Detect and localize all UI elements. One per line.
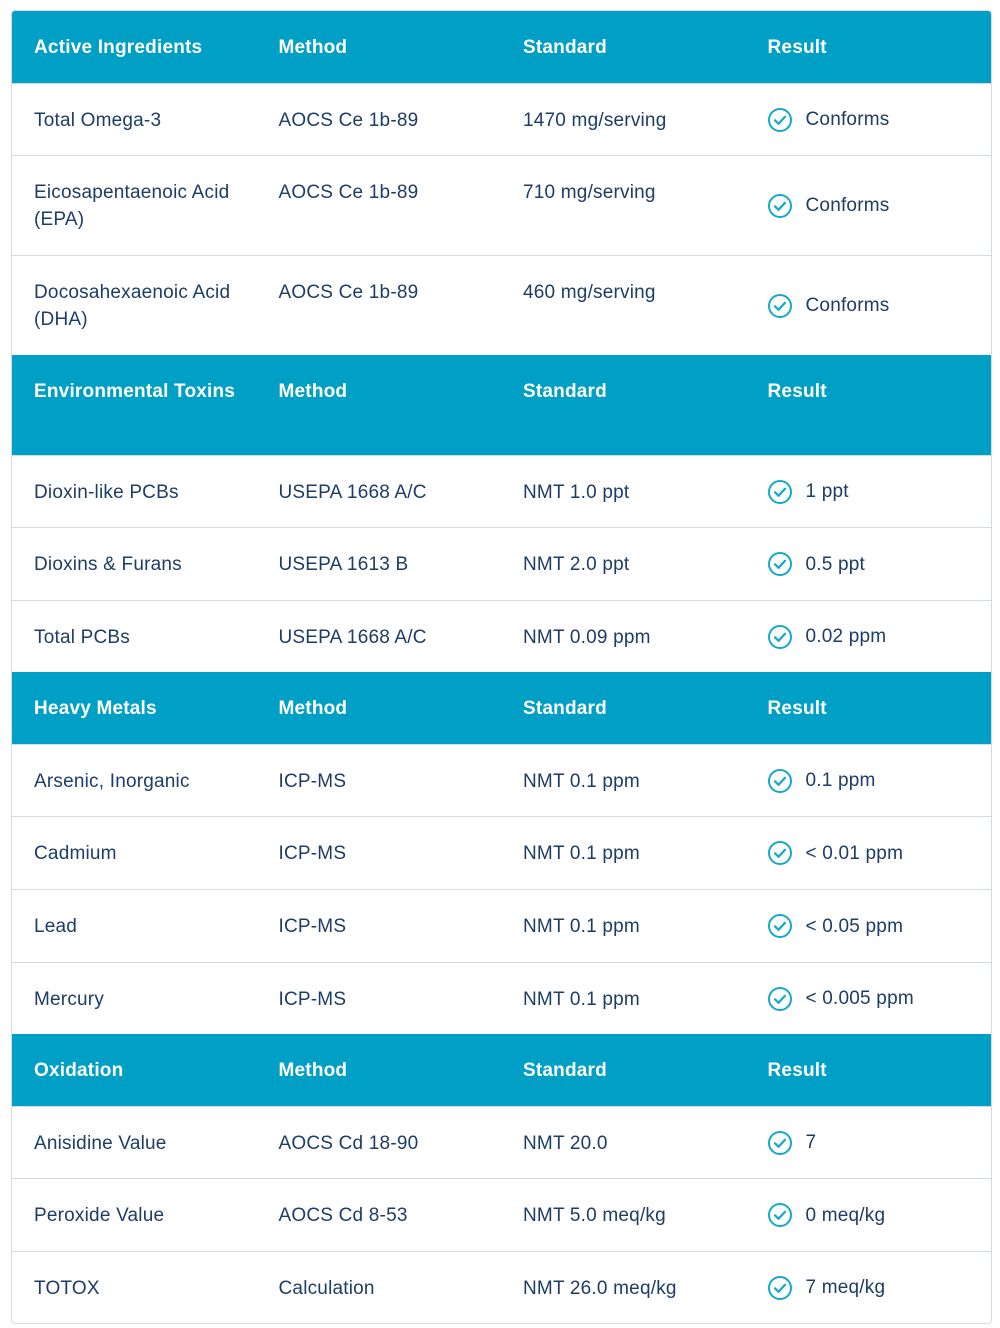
row-standard: NMT 5.0 meq/kg xyxy=(523,1205,666,1226)
header-col-result: Result xyxy=(767,1060,827,1081)
table-row xyxy=(12,1178,991,1251)
section-header-active-ingredients xyxy=(12,11,991,83)
row-result-value: 7 meq/kg xyxy=(805,1277,886,1298)
row-result-value: < 0.01 ppm xyxy=(805,842,904,864)
row-name: Peroxide Value xyxy=(34,1205,165,1226)
row-result-value: 7 xyxy=(805,1132,817,1153)
row-method: AOCS Ce 1b-89 xyxy=(278,282,419,303)
check-circle-icon xyxy=(768,987,792,1011)
row-name: Total PCBs xyxy=(34,627,130,648)
row-result xyxy=(746,1179,992,1251)
section-header-heavy-metals xyxy=(12,672,991,744)
row-method: AOCS Ce 1b-89 xyxy=(278,182,419,203)
row-name: Mercury xyxy=(34,989,105,1010)
row-result xyxy=(746,745,992,816)
row-method: USEPA 1613 B xyxy=(278,554,409,575)
table-row xyxy=(12,83,991,155)
check-circle-icon xyxy=(768,552,792,576)
check-circle-icon xyxy=(768,194,792,218)
check-circle-icon xyxy=(768,108,792,132)
row-method: AOCS Cd 8-53 xyxy=(278,1205,408,1226)
row-result xyxy=(746,601,992,672)
check-circle-icon xyxy=(768,1276,792,1300)
row-result xyxy=(746,528,992,600)
coa-results-table xyxy=(11,10,992,1324)
check-circle-icon xyxy=(768,1203,792,1227)
table-row xyxy=(12,600,991,672)
row-standard: NMT 20.0 xyxy=(523,1133,608,1154)
row-method: ICP-MS xyxy=(278,989,347,1010)
row-name: TOTOX xyxy=(34,1278,100,1299)
table-row xyxy=(12,155,991,255)
row-standard: NMT 0.1 ppm xyxy=(523,843,640,864)
row-method: AOCS Ce 1b-89 xyxy=(278,110,419,131)
row-name: Docosahexaenoic Acid (DHA) xyxy=(34,282,231,330)
row-name: Lead xyxy=(34,916,78,937)
row-standard: NMT 2.0 ppt xyxy=(523,554,630,575)
row-standard: 710 mg/serving xyxy=(523,182,656,203)
row-standard: 460 mg/serving xyxy=(523,282,656,303)
row-method: Calculation xyxy=(278,1278,375,1299)
row-name: Cadmium xyxy=(34,843,117,864)
row-name: Total Omega-3 xyxy=(34,110,162,131)
row-result-value: Conforms xyxy=(805,195,890,216)
check-circle-icon xyxy=(768,480,792,504)
table-row xyxy=(12,1251,991,1323)
table-row xyxy=(12,816,991,889)
row-name: Arsenic, Inorganic xyxy=(34,771,190,792)
row-standard: NMT 26.0 meq/kg xyxy=(523,1278,677,1299)
header-col-method: Method xyxy=(278,381,348,402)
row-result xyxy=(746,817,992,889)
row-result xyxy=(746,84,992,155)
check-circle-icon xyxy=(768,625,792,649)
row-result-value: Conforms xyxy=(805,295,890,316)
row-standard: NMT 0.1 ppm xyxy=(523,916,640,937)
row-standard: NMT 0.09 ppm xyxy=(523,627,651,648)
header-col-result: Result xyxy=(767,37,827,58)
row-standard: 1470 mg/serving xyxy=(523,110,667,131)
row-result-value: 1 ppt xyxy=(805,481,849,502)
row-result-value: 0.5 ppt xyxy=(805,553,866,575)
row-name: Dioxins & Furans xyxy=(34,554,182,575)
row-method: ICP-MS xyxy=(278,916,347,937)
section-header-oxidation xyxy=(12,1034,991,1106)
header-col-category: Heavy Metals xyxy=(34,698,157,719)
table-row xyxy=(12,744,991,816)
check-circle-icon xyxy=(768,914,792,938)
row-result xyxy=(746,1107,992,1178)
row-standard: NMT 0.1 ppm xyxy=(523,989,640,1010)
row-result xyxy=(746,1252,992,1323)
row-result xyxy=(746,156,992,255)
row-standard: NMT 1.0 ppt xyxy=(523,482,630,503)
header-col-standard: Standard xyxy=(523,1060,607,1081)
table-row xyxy=(12,889,991,962)
row-method: USEPA 1668 A/C xyxy=(278,627,427,648)
section-header-environmental-toxins xyxy=(12,355,991,455)
row-result-value: 0 meq/kg xyxy=(805,1204,886,1226)
row-method: AOCS Cd 18-90 xyxy=(278,1133,419,1154)
header-col-standard: Standard xyxy=(523,698,607,719)
row-result-value: < 0.05 ppm xyxy=(805,915,904,937)
row-result xyxy=(746,890,992,962)
table-row xyxy=(12,255,991,355)
header-col-method: Method xyxy=(278,1060,348,1081)
table-row xyxy=(12,527,991,600)
header-col-method: Method xyxy=(278,37,348,58)
check-circle-icon xyxy=(768,769,792,793)
row-method: ICP-MS xyxy=(278,843,347,864)
row-name: Eicosapentaenoic Acid (EPA) xyxy=(34,182,230,230)
header-col-standard: Standard xyxy=(523,381,607,402)
row-result-value: 0.02 ppm xyxy=(805,626,887,647)
row-method: USEPA 1668 A/C xyxy=(278,482,427,503)
row-name: Anisidine Value xyxy=(34,1133,167,1154)
header-col-category: Active Ingredients xyxy=(34,37,203,58)
header-col-result: Result xyxy=(767,381,827,402)
row-result-value: 0.1 ppm xyxy=(805,770,876,791)
header-col-result: Result xyxy=(767,698,827,719)
row-result xyxy=(746,963,992,1034)
row-standard: NMT 0.1 ppm xyxy=(523,771,640,792)
table-row xyxy=(12,962,991,1034)
check-circle-icon xyxy=(768,841,792,865)
row-result-value: < 0.005 ppm xyxy=(805,988,914,1009)
header-col-category: Environmental Toxins xyxy=(34,381,236,402)
check-circle-icon xyxy=(768,294,792,318)
table-row xyxy=(12,455,991,527)
row-result xyxy=(746,256,992,355)
check-circle-icon xyxy=(768,1131,792,1155)
row-result xyxy=(746,456,992,527)
row-method: ICP-MS xyxy=(278,771,347,792)
row-name: Dioxin-like PCBs xyxy=(34,482,179,503)
table-row xyxy=(12,1106,991,1178)
header-col-method: Method xyxy=(278,698,348,719)
row-result-value: Conforms xyxy=(805,109,890,130)
header-col-standard: Standard xyxy=(523,37,607,58)
header-col-category: Oxidation xyxy=(34,1060,124,1081)
